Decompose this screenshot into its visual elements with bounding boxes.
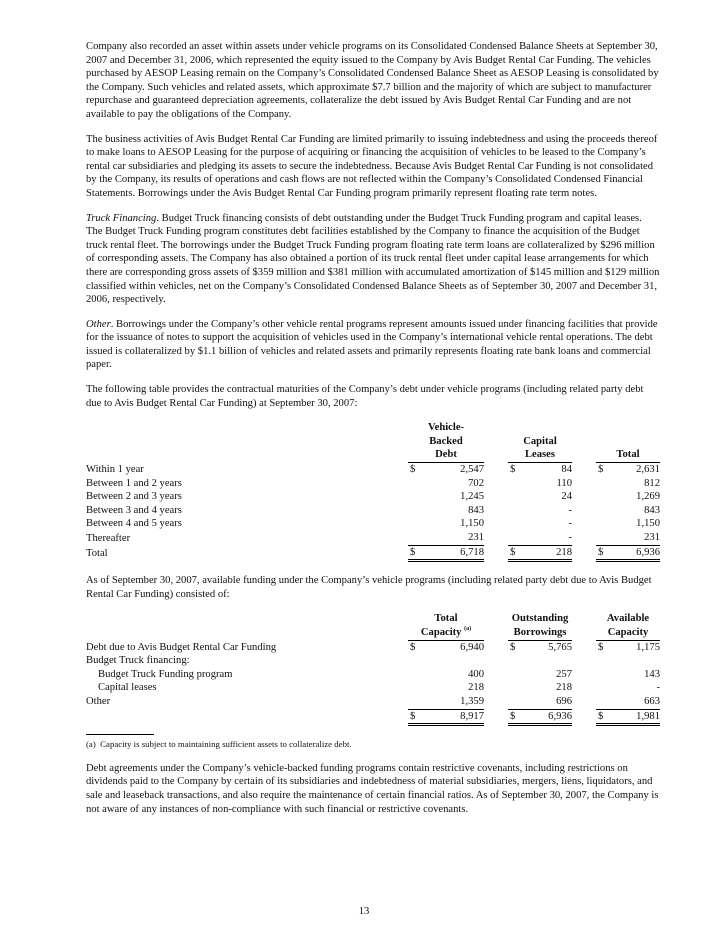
table-row: [86, 640, 660, 654]
header-debt: Debt: [408, 448, 484, 462]
paragraph-maturities-intro: The following table provides the contractual maturities of the Company’s debt under vehicle programs (including related party debt due to Avis Budget Rental Car Funding) at September 30, 2007:: [86, 384, 644, 409]
cell-debt: 1,150: [460, 518, 484, 530]
row-label: Between 3 and 4 years: [86, 504, 182, 516]
page-number: 13: [358, 906, 370, 917]
currency-symbol: $: [598, 641, 604, 653]
currency-symbol: $: [508, 709, 522, 725]
paragraph-other: [86, 318, 660, 372]
paragraph-truck-financing: [86, 212, 660, 307]
table-row: [86, 668, 660, 682]
footnote-marker: (a): [464, 625, 472, 632]
cell-leases-total: 218: [522, 545, 572, 561]
cell-borrowings: 257: [556, 668, 573, 680]
row-label: Debt due to Avis Budget Rental Car Funding: [86, 641, 277, 653]
cell-capacity: 6,940: [460, 641, 485, 653]
currency-symbol: $: [596, 545, 610, 561]
cell-total: 812: [644, 477, 660, 489]
cell-capacity: 400: [468, 668, 485, 680]
header-borrowings: Borrowings: [508, 626, 572, 640]
currency-symbol: $: [510, 464, 516, 476]
table-row: [86, 531, 660, 545]
cell-borrowings-total: 6,936: [522, 709, 572, 725]
footnote-text: Capacity is subject to maintaining sufficient assets to collateralize debt.: [100, 739, 352, 750]
table-row: [86, 517, 660, 531]
table-row: [86, 490, 660, 504]
currency-symbol: $: [510, 641, 516, 653]
cell-available: 143: [644, 668, 661, 680]
maturities-header-row-2: [86, 435, 660, 449]
row-label: Budget Truck financing:: [86, 655, 190, 667]
total-row: [86, 709, 660, 725]
cell-total: 231: [610, 531, 660, 545]
cell-borrowings: 5,765: [548, 641, 573, 653]
cell-capacity: 218: [468, 682, 485, 694]
cell-total: 843: [644, 504, 660, 516]
row-label: Within 1 year: [86, 464, 144, 476]
header-leases: Leases: [508, 448, 572, 462]
header-outstanding: Outstanding: [511, 613, 569, 625]
row-label: Total: [86, 548, 108, 560]
table-row: [86, 681, 660, 695]
currency-symbol: $: [410, 641, 416, 653]
cell-borrowings: 218: [556, 682, 573, 694]
cell-debt: 843: [468, 504, 484, 516]
row-label: Between 2 and 3 years: [86, 491, 182, 503]
header-capacity-cell: [408, 626, 484, 640]
header-available: Available: [606, 613, 650, 625]
currency-symbol: $: [598, 464, 604, 476]
cell-leases: -: [568, 518, 572, 530]
footnote-divider: [86, 734, 154, 735]
page-content: [86, 40, 660, 827]
funding-header-row-2: [86, 626, 660, 640]
currency-symbol: $: [508, 545, 522, 561]
other-text: . Borrowings under the Company’s other vehicle rental programs represent amounts issued under financing facilities that provide for the issuance of notes to support the acquisition of vehicles used in the Company’s international vehicle rental operations. The debt issued is collateralized by $1.1 billion of vehicles and related assets and primarily represents floating rate bank loans and commercial paper.: [86, 318, 658, 371]
cell-available: 1,175: [636, 641, 661, 653]
cell-total: 1,150: [636, 518, 660, 530]
maturities-header-row-3: [86, 448, 660, 462]
row-label: Capital leases: [98, 682, 157, 694]
currency-symbol: $: [410, 464, 416, 476]
table-row: [86, 654, 660, 668]
cell-leases: -: [568, 504, 572, 516]
footnote: [86, 738, 660, 752]
other-heading: Other: [86, 318, 111, 330]
header-capital-1: Capital: [523, 435, 557, 447]
maturities-table: [86, 421, 660, 562]
cell-available: -: [656, 682, 661, 694]
currency-symbol: $: [596, 709, 610, 725]
paragraph-available-funding: As of September 30, 2007, available funding under the Company’s vehicle programs (including related party debt due to Avis Budget Rental Car Funding) consisted of:: [86, 575, 652, 600]
header-vehicle-backed-2: Backed: [429, 435, 463, 447]
funding-header-row-1: [86, 612, 660, 626]
cell-debt: 2,547: [460, 464, 484, 476]
paragraph-funding-activities: The business activities of Avis Budget Rental Car Funding are limited primarily to issuing indebtedness and using the proceeds thereof to make loans to AESOP Leasing for the purpose of acquiring or financing the acquisition of vehicles to be leased to the Company’s rental car subsidiaries and pledging its assets to secure the indebtedness. Because Avis Budget Rental Car Funding is not consolidated by the Company, its results of operations and cash flows are not reflected within the Company’s Consolidated Condensed Financial Statements. Borrowings under the Avis Budget Rental Car Funding program primarily represent floating rate term notes.: [86, 133, 658, 199]
header-total: Total: [596, 448, 660, 462]
truck-financing-text: . Budget Truck financing consists of debt outstanding under the Budget Truck Funding program and capital leases. The Budget Truck Funding program constitutes debt facilities established by the Company to finance the acquisition of the Budget truck rental fleet. The borrowings under the Budget Truck Funding program floating rate term loans are collateralized by $296 million of corresponding assets. The Company has also obtained a portion of its truck rental fleet under capital lease arrangements for which there are corresponding gross assets of $359 million and $381 million with accumulated amortization of $145 million and $129 million classified within vehicles, net on the Company’s Consolidated Condensed Balance Sheets as of September 30, 2007 and December 31, 2006, respectively.: [86, 212, 660, 306]
funding-table: [86, 612, 660, 726]
footnote-marker-label: (a): [86, 739, 96, 750]
cell-borrowings: 696: [522, 695, 572, 709]
table-row: [86, 463, 660, 477]
total-row: [86, 545, 660, 561]
cell-capacity-total: 8,917: [420, 709, 484, 725]
cell-leases: 110: [556, 477, 572, 489]
cell-total: 1,269: [636, 491, 660, 503]
cell-total: 2,631: [636, 464, 660, 476]
row-label: Budget Truck Funding program: [98, 668, 233, 680]
cell-available-total: 1,981: [610, 709, 660, 725]
header-vehicle-backed-1: Vehicle-: [427, 422, 465, 434]
table-row: [86, 477, 660, 491]
row-label: Thereafter: [86, 532, 131, 544]
cell-available: 663: [610, 695, 660, 709]
currency-symbol: $: [408, 545, 420, 561]
truck-financing-heading: Truck Financing: [86, 212, 157, 224]
cell-debt: 231: [420, 531, 484, 545]
cell-debt: 702: [468, 477, 484, 489]
cell-grand-total: 6,936: [610, 545, 660, 561]
row-label: Other: [86, 696, 111, 708]
row-label: Between 1 and 2 years: [86, 477, 182, 489]
cell-capacity: 1,359: [420, 695, 484, 709]
cell-leases: 24: [561, 491, 572, 503]
cell-debt: 1,245: [460, 491, 484, 503]
maturities-header-row-1: [86, 421, 660, 435]
row-label: Between 4 and 5 years: [86, 518, 182, 530]
cell-leases: 84: [561, 464, 572, 476]
cell-debt-total: 6,718: [420, 545, 484, 561]
currency-symbol: $: [408, 709, 420, 725]
cell-leases: -: [522, 531, 572, 545]
table-row: [86, 695, 660, 709]
header-total-capacity-2: Capacity: [420, 626, 462, 638]
paragraph-aesop-assets: Company also recorded an asset within assets under vehicle programs on its Consolidated Condensed Balance Sheets at September 30, 2007 and December 31, 2006, which represented the equity issued to the Company by Avis Budget Rental Car Funding. The vehicles purchased by AESOP Leasing remain on the Company’s Consolidated Condensed Balance Sheet as AESOP Leasing is consolidated by the Company. Such vehicles and related assets, which approximate $7.7 billion and the majority of which are subject to manufacturer repurchase and guaranteed depreciation agreements, collateralize the debt issued by Avis Budget Rental Car Funding and are not available to pay the obligations of the Company.: [86, 41, 659, 120]
paragraph-covenants: Debt agreements under the Company’s vehicle-backed funding programs contain restrictive covenants, including restrictions on dividends paid to the Company by certain of its subsidiaries and indebtedness of material subsidiaries, mergers, liens, liquidators, and sale and leaseback transactions, and also require the maintenance of certain financial ratios. As of September 30, 2007, the Company is not aware of any instances of non-compliance with such financial or restrictive covenants.: [86, 762, 659, 815]
header-available-capacity: Capacity: [596, 626, 660, 640]
header-total-capacity-1: Total: [434, 613, 458, 625]
table-row: [86, 504, 660, 518]
